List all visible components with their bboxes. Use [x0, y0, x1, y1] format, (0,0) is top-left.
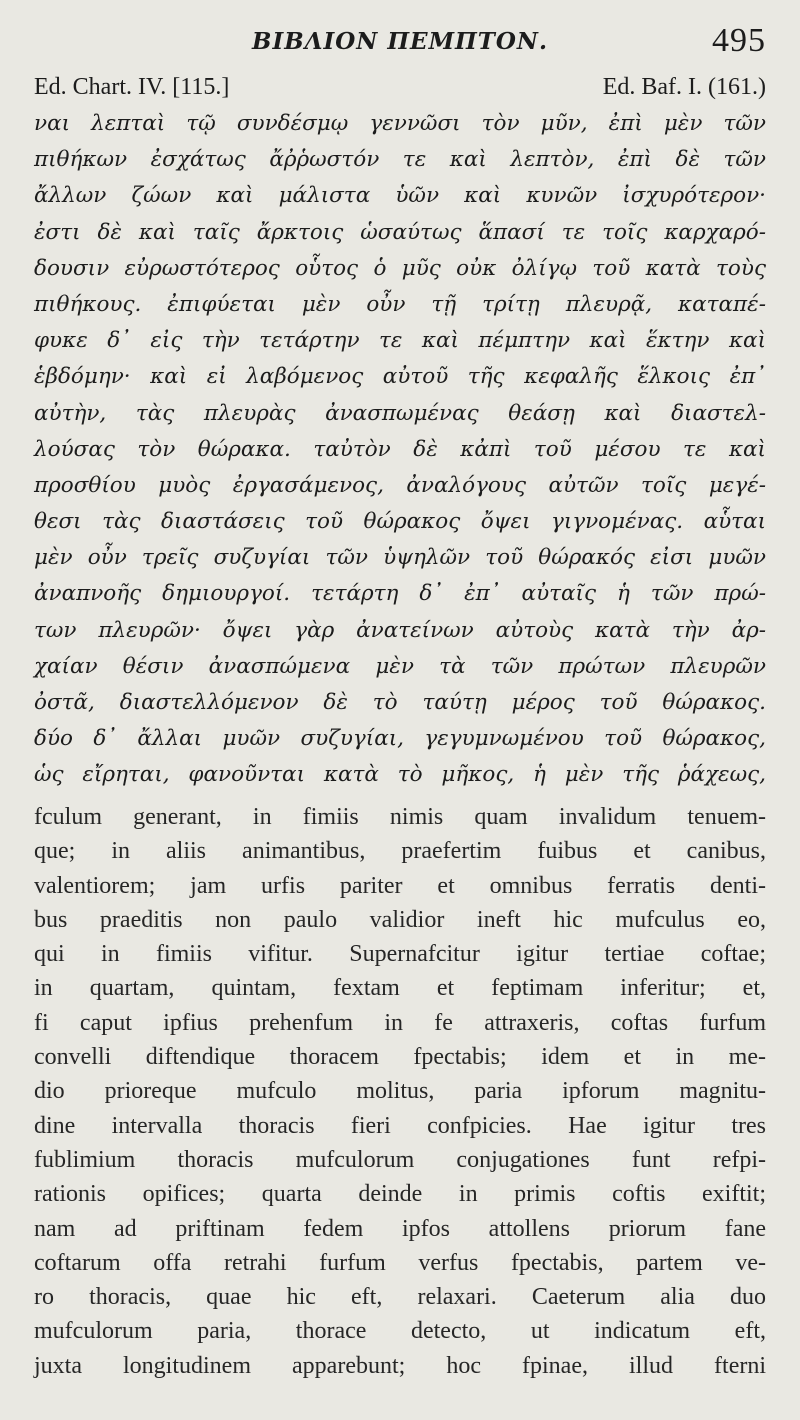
greek-line: αὐτὴν, τὰς πλευρὰς ἀνασπωμένας θεάσῃ καὶ διαστελ-: [34, 400, 766, 426]
greek-line: φυκε δ᾽ εἰς τὴν τετάρτην τε καὶ πέμπτην καὶ ἕκτην καὶ: [34, 328, 766, 354]
latin-line: que; in aliis animantibus, praefertim fuibus et canibus,: [34, 838, 766, 865]
greek-line: δουσιν εὐρωστότερος οὗτος ὁ μῦς οὐκ ὀλίγῳ τοῦ κατὰ τοὺς: [34, 255, 766, 281]
greek-line: θεσι τὰς διαστάσεις τοῦ θώρακος ὄψει γιγνομένας. αὗται: [34, 509, 766, 535]
latin-line: fculum generant, in fimiis nimis quam invalidum tenuem-: [34, 804, 766, 830]
greek-line: πιθήκων ἐσχάτως ἄῤῥωστόν τε καὶ λεπτὸν, ἐπὶ δὲ τῶν: [34, 147, 766, 173]
greek-line: προσθίου μυὸς ἐργασάμενος, ἀναλόγους αὐτῶν τοῖς μεγέ-: [34, 472, 766, 498]
latin-line: bus praeditis non paulo validior ineft hic mufculus eo,: [34, 906, 766, 933]
edition-basel-reference: Ed. Baf. I. (161.): [602, 74, 766, 100]
edition-references: [34, 74, 766, 108]
latin-line: rationis opifices; quarta deinde in primis coftis exiftit;: [34, 1181, 766, 1208]
greek-line: ὀστᾶ, διαστελλόμενον δὲ τὸ ταύτῃ μέρος τοῦ θώρακος.: [34, 690, 766, 715]
greek-line: δύο δ᾽ ἄλλαι μυῶν συζυγίαι, γεγυμνωμένου τοῦ θώρακος,: [34, 726, 766, 752]
page-number: 495: [712, 22, 766, 59]
latin-line: nam ad priftinam fedem ipfos attollens priorum fane: [34, 1215, 766, 1242]
latin-text-block: [34, 800, 766, 1383]
greek-text-block: [34, 106, 766, 794]
latin-line: qui in fimiis vifitur. Supernafcitur igitur tertiae coftae;: [34, 941, 766, 968]
latin-line: fi caput ipfius prehenfum in fe attraxeris, coftas furfum: [34, 1009, 766, 1036]
latin-line: dine intervalla thoracis fieri confpicies. Hae igitur tres: [34, 1112, 766, 1139]
latin-line: ro thoracis, quae hic eft, relaxari. Caeterum alia duo: [34, 1284, 766, 1311]
latin-line: coftarum offa retrahi furfum verfus fpectabis, partem ve-: [34, 1249, 766, 1276]
latin-line: valentiorem; jam urfis pariter et omnibus ferratis denti-: [34, 872, 766, 899]
greek-line: ναι λεπταὶ τῷ συνδέσμῳ γεννῶσι τὸν μῦν, ἐπὶ μὲν τῶν: [34, 111, 766, 136]
greek-line: πιθήκους. ἐπιφύεται μὲν οὖν τῇ τρίτῃ πλευρᾷ, καταπέ-: [34, 291, 766, 317]
latin-line: in quartam, quintam, fextam et feptimam inferitur; et,: [34, 975, 766, 1002]
greek-line: χαίαν θέσιν ἀνασπώμενα μὲν τὰ τῶν πρώτων πλευρῶν: [34, 653, 766, 679]
greek-line: ὡς εἴρηται, φανοῦνται κατὰ τὸ μῆκος, ἡ μὲν τῆς ῥάχεως,: [34, 762, 766, 788]
running-title: ΒΙΒΛΙΟΝ ΠΕΜΠΤΟΝ.: [252, 28, 548, 55]
edition-chart-reference: Ed. Chart. IV. [115.]: [34, 74, 230, 100]
greek-line: μὲν οὖν τρεῖς συζυγίαι τῶν ὑψηλῶν τοῦ θώρακός εἰσι μυῶν: [34, 545, 766, 571]
running-head: [34, 22, 766, 60]
latin-line: fublimium thoracis mufculorum conjugationes funt refpi-: [34, 1146, 766, 1173]
greek-line: ἑβδόμην· καὶ εἰ λαβόμενος αὐτοῦ τῆς κεφαλῆς ἕλκοις ἐπ᾽: [34, 364, 766, 390]
greek-line: ἀναπνοῆς δημιουργοί. τετάρτη δ᾽ ἐπ᾽ αὐταῖς ἡ τῶν πρώ-: [34, 581, 766, 607]
greek-line: ἐστι δὲ καὶ ταῖς ἄρκτοις ὡσαύτως ἅπασί τε τοῖς καρχαρό-: [34, 219, 766, 245]
latin-line: convelli diftendique thoracem fpectabis; idem et in me-: [34, 1044, 766, 1071]
greek-line: λούσας τὸν θώρακα. ταὐτὸν δὲ κἀπὶ τοῦ μέσου τε καὶ: [34, 436, 766, 462]
latin-line: dio prioreque mufculo molitus, paria ipforum magnitu-: [34, 1078, 766, 1105]
latin-line: mufculorum paria, thorace detecto, ut indicatum eft,: [34, 1318, 766, 1345]
greek-line: ἄλλων ζώων καὶ μάλιστα ὑῶν καὶ κυνῶν ἰσχυρότερον·: [34, 183, 766, 209]
greek-line: των πλευρῶν· ὄψει γὰρ ἀνατείνων αὐτοὺς κατὰ τὴν ἀρ-: [34, 617, 766, 643]
latin-line: juxta longitudinem apparebunt; hoc fpinae, illud fterni: [34, 1352, 766, 1379]
